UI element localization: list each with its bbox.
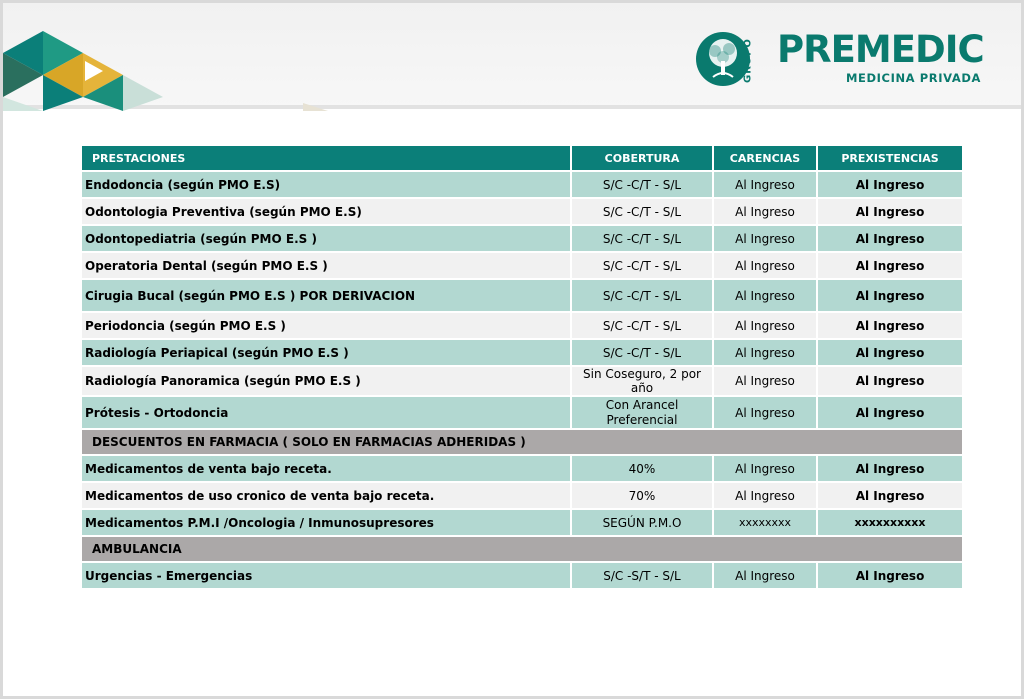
- table-row: [82, 313, 962, 340]
- row-carencias: Al Ingreso: [714, 199, 818, 226]
- row-cobertura: S/C -C/T - S/L: [572, 253, 714, 280]
- cobertura-line-1: Con Arancel: [605, 397, 679, 412]
- row-carencias: Al Ingreso: [714, 340, 818, 367]
- header-cobertura: COBERTURA: [572, 146, 714, 172]
- row-prexistencias: Al Ingreso: [818, 456, 962, 483]
- decorative-corner-graphic: [3, 3, 333, 111]
- header-prexistencias: PREXISTENCIAS: [818, 146, 962, 172]
- logo-subtitle: MEDICINA PRIVADA: [846, 71, 981, 85]
- row-cobertura: S/C -C/T - S/L: [572, 199, 714, 226]
- row-name: Odontopediatria (según PMO E.S ): [82, 226, 572, 253]
- table-row: [82, 510, 962, 537]
- table-row: [82, 340, 962, 367]
- row-carencias: Al Ingreso: [714, 456, 818, 483]
- row-carencias: xxxxxxxx: [714, 510, 818, 537]
- row-name: Urgencias - Emergencias: [82, 563, 572, 590]
- row-name: Cirugia Bucal (según PMO E.S ) POR DERIVACION: [82, 280, 572, 313]
- row-carencias: Al Ingreso: [714, 563, 818, 590]
- row-prexistencias: Al Ingreso: [818, 199, 962, 226]
- row-prexistencias: Al Ingreso: [818, 563, 962, 590]
- row-name: Medicamentos de uso cronico de venta bajo receta.: [82, 483, 572, 510]
- row-cobertura: S/C -C/T - S/L: [572, 172, 714, 199]
- table-row: [82, 367, 962, 397]
- row-cobertura: S/C -S/T - S/L: [572, 563, 714, 590]
- header-prestaciones: PRESTACIONES: [82, 146, 572, 172]
- row-prexistencias: Al Ingreso: [818, 483, 962, 510]
- row-prexistencias: Al Ingreso: [818, 340, 962, 367]
- row-prexistencias: Al Ingreso: [818, 397, 962, 430]
- section-row-ambulancia: [82, 537, 962, 563]
- row-name: Odontologia Preventiva (según PMO E.S): [82, 199, 572, 226]
- row-carencias: Al Ingreso: [714, 280, 818, 313]
- row-carencias: Al Ingreso: [714, 253, 818, 280]
- row-name: Radiología Periapical (según PMO E.S ): [82, 340, 572, 367]
- row-cobertura: S/C -C/T - S/L: [572, 280, 714, 313]
- row-name: Medicamentos P.M.I /Oncologia / Inmunosupresores: [82, 510, 572, 537]
- row-prexistencias: Al Ingreso: [818, 172, 962, 199]
- row-cobertura: [572, 397, 714, 430]
- row-cobertura: Sin Coseguro, 2 por año: [572, 367, 714, 397]
- row-name: Periodoncia (según PMO E.S ): [82, 313, 572, 340]
- row-prexistencias: Al Ingreso: [818, 367, 962, 397]
- row-carencias: Al Ingreso: [714, 313, 818, 340]
- row-carencias: Al Ingreso: [714, 397, 818, 430]
- row-cobertura: S/C -C/T - S/L: [572, 313, 714, 340]
- table-row: [82, 226, 962, 253]
- row-prexistencias: Al Ingreso: [818, 280, 962, 313]
- row-cobertura: 40%: [572, 456, 714, 483]
- row-carencias: Al Ingreso: [714, 226, 818, 253]
- section-title: DESCUENTOS EN FARMACIA ( SOLO EN FARMACIAS ADHERIDAS ): [82, 430, 962, 456]
- table-header-row: [82, 146, 962, 172]
- table-row: [82, 563, 962, 590]
- table-row: [82, 397, 962, 430]
- row-name: Operatoria Dental (según PMO E.S ): [82, 253, 572, 280]
- row-carencias: Al Ingreso: [714, 367, 818, 397]
- row-prexistencias: xxxxxxxxxx: [818, 510, 962, 537]
- table-row: [82, 280, 962, 313]
- row-name: Prótesis - Ortodoncia: [82, 397, 572, 430]
- row-cobertura: SEGÚN P.M.O: [572, 510, 714, 537]
- table-row: [82, 199, 962, 226]
- row-cobertura: 70%: [572, 483, 714, 510]
- logo-title: PREMEDIC: [777, 28, 984, 71]
- row-carencias: Al Ingreso: [714, 172, 818, 199]
- table-row: [82, 483, 962, 510]
- header-carencias: CARENCIAS: [714, 146, 818, 172]
- table-row: [82, 253, 962, 280]
- row-cobertura: S/C -C/T - S/L: [572, 226, 714, 253]
- coverage-table: [82, 146, 962, 590]
- section-row-farmacia: [82, 430, 962, 456]
- cobertura-line-2: Preferencial: [606, 412, 678, 427]
- premedic-logo: [695, 28, 985, 89]
- row-prexistencias: Al Ingreso: [818, 226, 962, 253]
- row-prexistencias: Al Ingreso: [818, 253, 962, 280]
- row-name: Endodoncia (según PMO E.S): [82, 172, 572, 199]
- table-row: [82, 172, 962, 199]
- row-prexistencias: Al Ingreso: [818, 313, 962, 340]
- logo-grupo-text: GRUPO: [742, 38, 754, 83]
- table-row: [82, 456, 962, 483]
- row-name: Radiología Panoramica (según PMO E.S ): [82, 367, 572, 397]
- row-name: Medicamentos de venta bajo receta.: [82, 456, 572, 483]
- row-carencias: Al Ingreso: [714, 483, 818, 510]
- section-title: AMBULANCIA: [82, 537, 962, 563]
- document-page: [3, 3, 1021, 696]
- row-cobertura: S/C -C/T - S/L: [572, 340, 714, 367]
